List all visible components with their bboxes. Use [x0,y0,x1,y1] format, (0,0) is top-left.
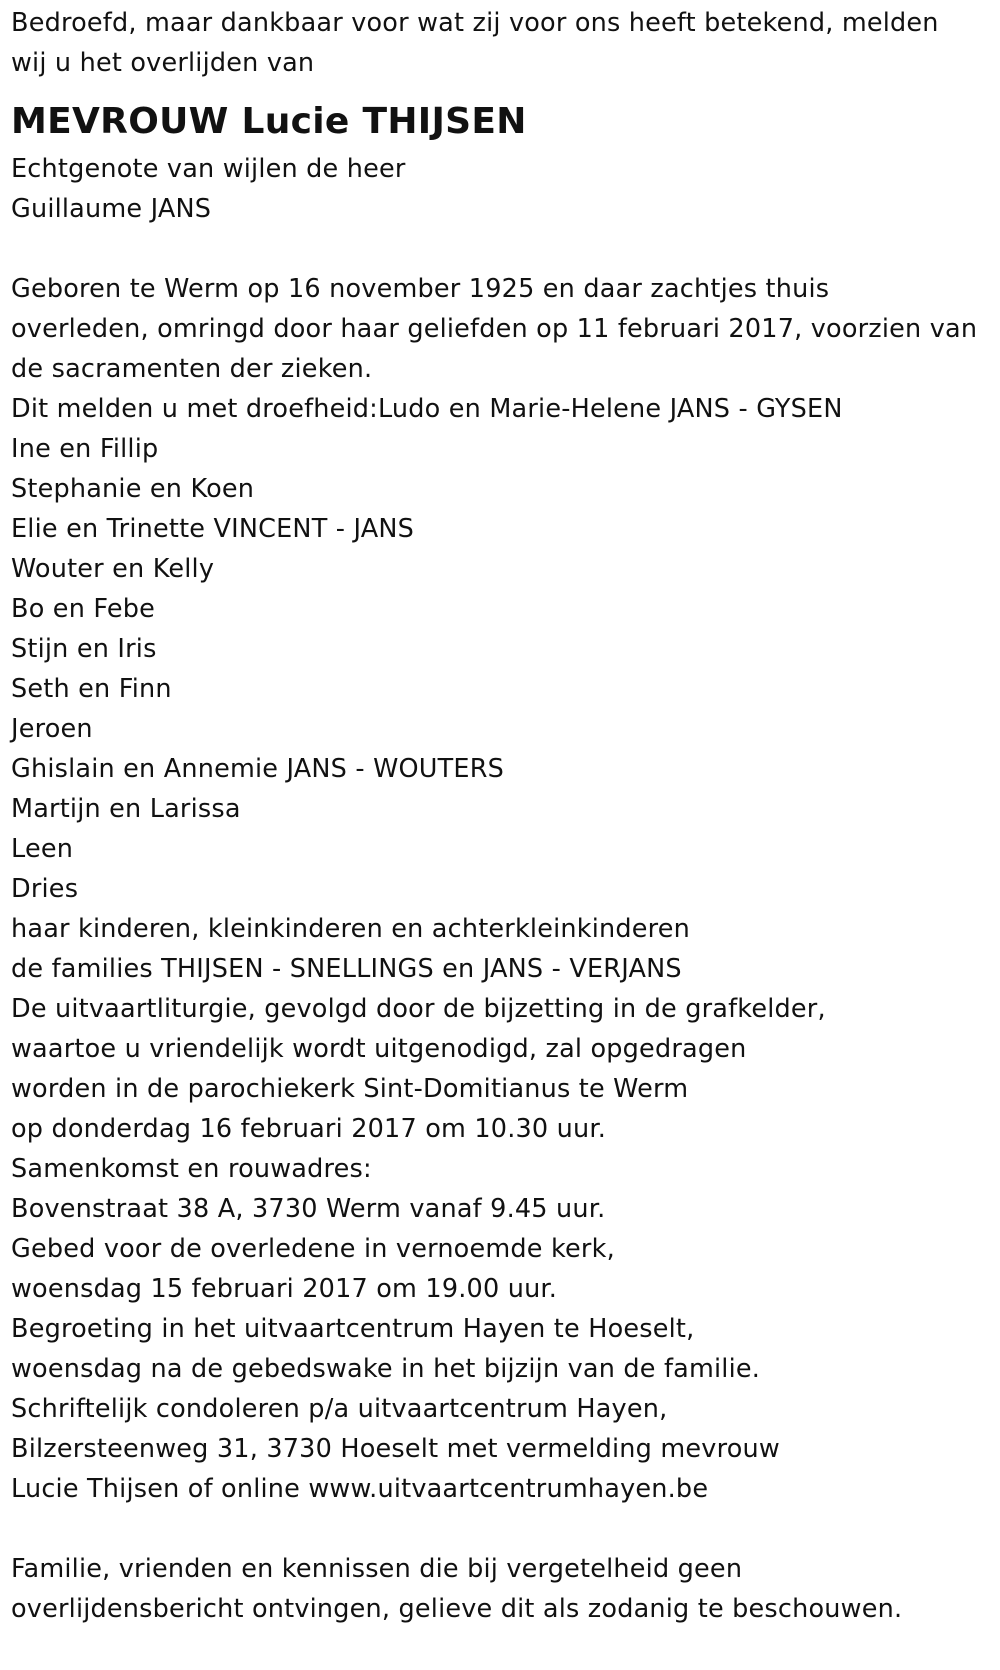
body-line: waartoe u vriendelijk wordt uitgenodigd, zal opgedragen [11,1034,747,1064]
intro-paragraph [11,3,991,83]
body-line: Lucie Thijsen of online www.uitvaartcentrumhayen.be [11,1474,709,1504]
body-line: Wouter en Kelly [11,554,215,584]
body-line: Dries [11,874,79,904]
intro-line: wij u het overlijden van [11,48,315,78]
deceased-name: MEVROUW Lucie THIJSEN [11,101,527,142]
body-line: Samenkomst en rouwadres: [11,1154,372,1184]
spouse-paragraph [11,149,991,229]
body-line: Schriftelijk condoleren p/a uitvaartcentrum Hayen, [11,1394,668,1424]
body-line: De uitvaartliturgie, gevolgd door de bijzetting in de grafkelder, [11,994,826,1024]
body-line: woensdag 15 februari 2017 om 19.00 uur. [11,1274,558,1304]
body-line: Geboren te Werm op 16 november 1925 en daar zachtjes thuis [11,274,830,304]
body-line: Bo en Febe [11,594,155,624]
body-line: overleden, omringd door haar geliefden op 11 februari 2017, voorzien van [11,314,978,344]
closing-line: Familie, vrienden en kennissen die bij vergetelheid geen [11,1554,743,1584]
body-line: Stijn en Iris [11,634,157,664]
body-line: Elie en Trinette VINCENT - JANS [11,514,415,544]
closing-paragraph [11,1549,991,1629]
paragraph-gap [11,1509,991,1549]
body-line: de families THIJSEN - SNELLINGS en JANS - VERJANS [11,954,682,984]
obituary-document [11,3,991,1629]
body-line: Seth en Finn [11,674,172,704]
body-line: haar kinderen, kleinkinderen en achterkleinkinderen [11,914,691,944]
body-line: Jeroen [11,714,93,744]
intro-line: Bedroefd, maar dankbaar voor wat zij voor ons heeft betekend, melden [11,8,939,38]
body-line: Bovenstraat 38 A, 3730 Werm vanaf 9.45 uur. [11,1194,606,1224]
body-line: Gebed voor de overledene in vernoemde kerk, [11,1234,615,1264]
body-line: Ghislain en Annemie JANS - WOUTERS [11,754,505,784]
spouse-line: Echtgenote van wijlen de heer [11,154,406,184]
body-line: Ine en Fillip [11,434,159,464]
body-line: Begroeting in het uitvaartcentrum Hayen te Hoeselt, [11,1314,695,1344]
paragraph-gap [11,229,991,269]
body-paragraph [11,269,991,1509]
body-line: Dit melden u met droefheid:Ludo en Marie-Helene JANS - GYSEN [11,394,843,424]
spouse-line: Guillaume JANS [11,194,212,224]
body-line: worden in de parochiekerk Sint-Domitianus te Werm [11,1074,689,1104]
body-line: Stephanie en Koen [11,474,255,504]
body-line: woensdag na de gebedswake in het bijzijn van de familie. [11,1354,761,1384]
body-line: Leen [11,834,74,864]
body-line: op donderdag 16 februari 2017 om 10.30 uur. [11,1114,607,1144]
body-line: Bilzersteenweg 31, 3730 Hoeselt met vermelding mevrouw [11,1434,780,1464]
body-line: Martijn en Larissa [11,794,241,824]
body-line: de sacramenten der zieken. [11,354,373,384]
closing-line: overlijdensbericht ontvingen, gelieve dit als zodanig te beschouwen. [11,1594,903,1624]
